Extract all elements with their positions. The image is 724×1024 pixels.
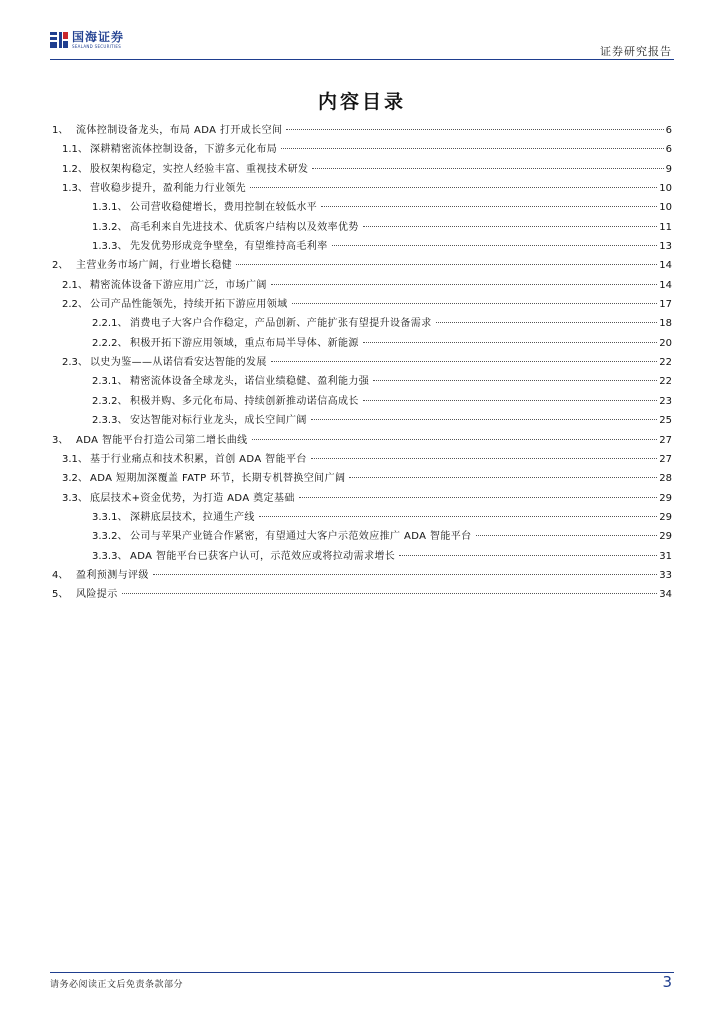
toc-entry-title: 精密流体设备下游应用广泛，市场广阔 <box>90 279 267 291</box>
toc-entry[interactable] <box>52 314 672 333</box>
toc-entry-title: ADA 智能平台已获客户认可，示范效应或将拉动需求增长 <box>130 550 396 562</box>
toc-dot-leader <box>363 342 657 343</box>
toc-entry-page: 9 <box>665 163 672 175</box>
toc-dot-leader <box>271 284 657 285</box>
company-logo <box>50 31 124 49</box>
toc-dot-leader <box>122 593 658 594</box>
toc-entry[interactable] <box>52 431 672 450</box>
toc-entry-number: 2.3.2、 <box>92 395 128 407</box>
toc-entry[interactable] <box>52 585 672 604</box>
toc-entry[interactable] <box>52 276 672 295</box>
toc-entry[interactable] <box>52 392 672 411</box>
sealand-logo-icon <box>50 31 68 49</box>
toc-entry-page: 11 <box>659 221 672 233</box>
toc-dot-leader <box>271 361 657 362</box>
toc-entry-page: 14 <box>659 260 672 272</box>
toc-entry-page: 6 <box>665 125 672 136</box>
toc-entry-title: 积极并购、多元化布局、持续创新推动诺信高成长 <box>130 395 359 407</box>
toc-entry-page: 17 <box>659 299 672 311</box>
toc-entry-page: 28 <box>659 473 672 485</box>
toc-dot-leader <box>311 458 658 459</box>
toc-entry-title: 高毛利来自先进技术、优质客户结构以及效率优势 <box>130 221 359 233</box>
toc-entry-number: 3.3.1、 <box>92 511 128 523</box>
toc-entry-title: 公司与苹果产业链合作紧密，有望通过大客户示范效应推广 ADA 智能平台 <box>130 531 472 543</box>
toc-entry-page: 27 <box>659 453 672 465</box>
toc-dot-leader <box>236 264 657 265</box>
logo-english-name: SEALAND SECURITIES <box>72 44 122 49</box>
toc-entry-number: 1.3.1、 <box>92 202 128 214</box>
toc-entry-title: ADA 短期加深覆盖 FATP 环节，长期专机替换空间广阔 <box>90 473 346 485</box>
footer-divider <box>50 972 674 973</box>
toc-entry-number: 3.3.3、 <box>92 550 128 562</box>
report-type-label: 证券研究报告 <box>600 45 672 58</box>
toc-dot-leader <box>250 187 657 188</box>
toc-entry-page: 18 <box>659 318 672 330</box>
toc-entry[interactable] <box>52 237 672 256</box>
toc-entry[interactable] <box>52 179 672 198</box>
toc-dot-leader <box>299 497 658 498</box>
toc-entry[interactable] <box>52 508 672 527</box>
toc-entry-page: 13 <box>659 241 672 253</box>
toc-entry-number: 1.3.3、 <box>92 241 128 253</box>
toc-entry[interactable] <box>52 489 672 508</box>
toc-dot-leader <box>332 245 658 246</box>
toc-entry[interactable] <box>52 140 672 159</box>
toc-entry-page: 22 <box>659 357 672 369</box>
toc-entry[interactable] <box>52 372 672 391</box>
toc-entry[interactable] <box>52 295 672 314</box>
toc-entry-title: 公司产品性能领先，持续开拓下游应用领域 <box>90 299 288 311</box>
toc-dot-leader <box>363 400 657 401</box>
toc-entry-page: 29 <box>659 492 672 504</box>
table-of-contents <box>52 121 672 605</box>
toc-entry[interactable] <box>52 411 672 430</box>
toc-entry[interactable] <box>52 527 672 546</box>
toc-entry-title: 风险提示 <box>76 589 118 601</box>
toc-entry-title: 先发优势形成竞争壁垒，有望维持高毛利率 <box>130 241 328 253</box>
toc-entry-page: 29 <box>659 531 672 543</box>
toc-entry-page: 10 <box>659 183 672 195</box>
toc-entry[interactable] <box>52 256 672 275</box>
toc-dot-leader <box>363 226 657 227</box>
toc-entry-number: 2.1、 <box>62 279 88 291</box>
toc-entry-number: 2.2、 <box>62 299 88 311</box>
toc-entry[interactable] <box>52 547 672 566</box>
toc-entry-page: 25 <box>659 415 672 427</box>
toc-entry-number: 4、 <box>52 569 69 581</box>
toc-dot-leader <box>436 322 658 323</box>
toc-entry-page: 14 <box>659 279 672 291</box>
toc-dot-leader <box>312 168 663 169</box>
page-number: 3 <box>662 973 672 991</box>
toc-entry[interactable] <box>52 450 672 469</box>
page-header <box>0 0 724 60</box>
toc-entry-title: ADA 智能平台打造公司第二增长曲线 <box>76 434 248 446</box>
toc-title: 内容目录 <box>317 91 406 113</box>
toc-entry-number: 2.2.2、 <box>92 337 128 349</box>
toc-entry-number: 3.1、 <box>62 453 88 465</box>
toc-entry-page: 29 <box>659 511 672 523</box>
toc-dot-leader <box>281 148 663 149</box>
toc-entry-page: 31 <box>659 550 672 562</box>
toc-entry-number: 2.3、 <box>62 357 88 369</box>
toc-dot-leader <box>153 574 657 575</box>
toc-entry-title: 以史为鉴——从诺信看安达智能的发展 <box>90 357 267 369</box>
toc-dot-leader <box>286 129 663 130</box>
toc-entry[interactable] <box>52 121 672 140</box>
toc-entry-page: 27 <box>659 434 672 446</box>
toc-dot-leader <box>373 380 657 381</box>
toc-entry-page: 23 <box>659 395 672 407</box>
toc-entry-title: 主营业务市场广阔，行业增长稳健 <box>76 260 232 272</box>
toc-entry-title: 安达智能对标行业龙头，成长空间广阔 <box>130 415 307 427</box>
toc-dot-leader <box>349 477 657 478</box>
toc-entry[interactable] <box>52 469 672 488</box>
toc-entry-title: 深耕精密流体控制设备，下游多元化布局 <box>90 144 278 156</box>
toc-entry-title: 底层技术+资金优势，为打造 ADA 奠定基础 <box>90 492 295 504</box>
toc-entry-title: 流体控制设备龙头，布局 ADA 打开成长空间 <box>76 125 283 136</box>
toc-entry[interactable] <box>52 353 672 372</box>
toc-entry-page: 33 <box>659 569 672 581</box>
toc-entry-number: 2.2.1、 <box>92 318 128 330</box>
toc-entry-page: 6 <box>665 144 672 156</box>
toc-dot-leader <box>321 206 657 207</box>
toc-entry[interactable] <box>52 218 672 237</box>
toc-entry-title: 公司营收稳健增长，费用控制在较低水平 <box>130 202 318 214</box>
toc-dot-leader <box>399 555 657 556</box>
toc-entry-number: 3.2、 <box>62 473 88 485</box>
toc-entry-number: 3、 <box>52 434 69 446</box>
toc-dot-leader <box>476 535 658 536</box>
toc-entry-page: 20 <box>659 337 672 349</box>
toc-entry-number: 1.3.2、 <box>92 221 128 233</box>
toc-entry-title: 积极开拓下游应用领域，重点布局半导体、新能源 <box>130 337 359 349</box>
logo-chinese-name: 国海证券 <box>72 30 125 44</box>
toc-entry-number: 1、 <box>52 125 69 136</box>
toc-entry-page: 34 <box>659 589 672 601</box>
toc-entry[interactable] <box>52 566 672 585</box>
toc-entry-page: 10 <box>659 202 672 214</box>
toc-dot-leader <box>311 419 657 420</box>
toc-entry-number: 2.3.1、 <box>92 376 128 388</box>
toc-entry-title: 深耕底层技术，拉通生产线 <box>130 511 255 523</box>
toc-entry-number: 2、 <box>52 260 69 272</box>
toc-dot-leader <box>252 439 658 440</box>
toc-entry-title: 股权架构稳定，实控人经验丰富、重视技术研发 <box>90 163 309 175</box>
toc-entry-number: 3.3、 <box>62 492 88 504</box>
toc-entry[interactable] <box>52 198 672 217</box>
toc-entry-number: 3.3.2、 <box>92 531 128 543</box>
toc-entry-title: 消费电子大客户合作稳定，产品创新、产能扩张有望提升设备需求 <box>130 318 432 330</box>
toc-dot-leader <box>292 303 658 304</box>
toc-entry[interactable] <box>52 334 672 353</box>
toc-entry-number: 1.1、 <box>62 144 88 156</box>
disclaimer-note: 请务必阅读正文后免责条款部分 <box>50 980 184 990</box>
toc-entry-title: 盈利预测与评级 <box>76 569 149 581</box>
toc-entry-title: 营收稳步提升，盈利能力行业领先 <box>90 183 246 195</box>
toc-entry-number: 5、 <box>52 589 69 601</box>
toc-entry-title: 精密流体设备全球龙头，诺信业绩稳健、盈利能力强 <box>130 376 370 388</box>
toc-entry-number: 1.2、 <box>62 163 88 175</box>
toc-dot-leader <box>259 516 657 517</box>
header-divider <box>50 59 674 60</box>
toc-entry[interactable] <box>52 160 672 179</box>
toc-entry-number: 2.3.3、 <box>92 415 128 427</box>
toc-entry-page: 22 <box>659 376 672 388</box>
toc-entry-number: 1.3、 <box>62 183 88 195</box>
toc-entry-title: 基于行业痛点和技术积累，首创 ADA 智能平台 <box>90 453 307 465</box>
